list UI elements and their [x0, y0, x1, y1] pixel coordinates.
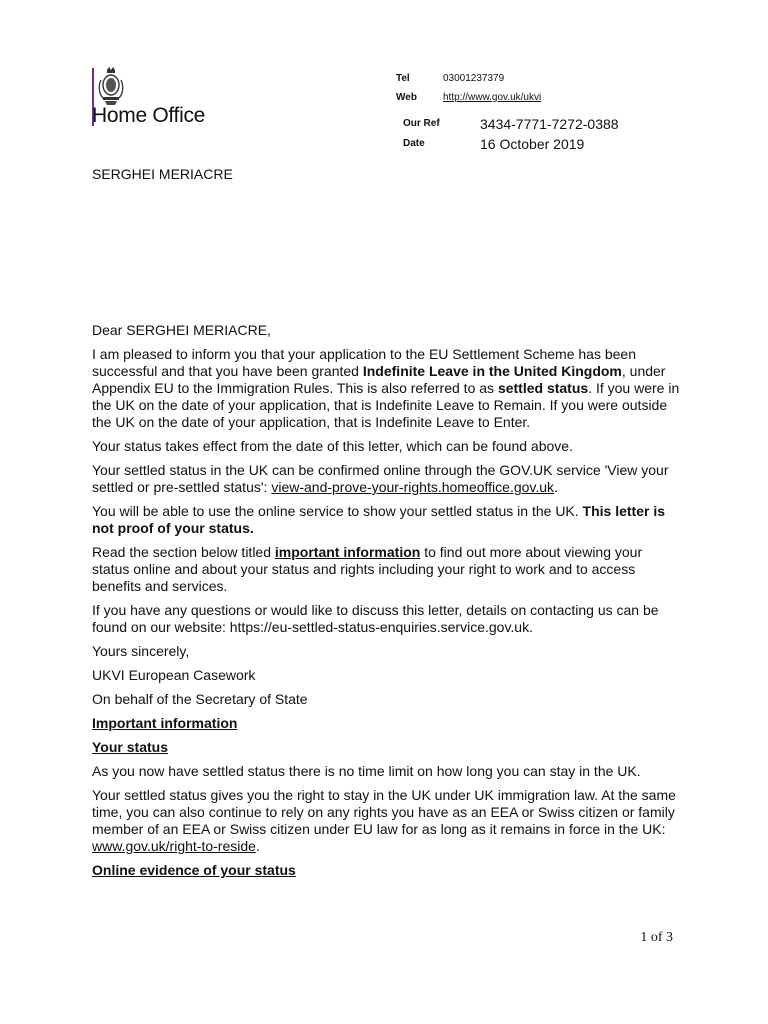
on-behalf: On behalf of the Secretary of State: [92, 691, 308, 707]
view-prove-rights-link[interactable]: view-and-prove-your-rights.homeoffice.gov.uk: [271, 479, 555, 495]
letter-body: [92, 322, 682, 886]
date-label: Date: [403, 138, 425, 149]
tel-label: Tel: [396, 73, 410, 84]
paragraph-questions: If you have any questions or would like to discuss this letter, details on contacting us can be found on our website: https://eu-settled-status-enquiries.service.gov.uk.: [92, 602, 659, 635]
ref-value: 3434-7771-7272-0388: [480, 116, 619, 132]
paragraph-read-section: Read the section below titled important information to find out more about viewing your status online and about your status and rights including your right to work and to access benefits and services.: [92, 544, 643, 594]
paragraph-view-status: Your settled status in the UK can be confirmed online through the GOV.UK service 'View your settled or pre-settled status': view-and-prove-your-rights.homeoffice.gov.uk.: [92, 462, 669, 495]
closing: Yours sincerely,: [92, 643, 190, 659]
home-office-logo: [92, 66, 232, 126]
royal-crest-icon: [98, 66, 124, 106]
paragraph-rights: Your settled status gives you the right to stay in the UK under UK immigration law. At the same time, you can also continue to rely on any rights you have as an EEA or Swiss citizen or family member of an EEA or Swiss citizen under EU law for as long as it remains in force in the UK: www.gov.uk/right-to-reside.: [92, 787, 676, 854]
right-to-reside-link[interactable]: www.gov.uk/right-to-reside: [92, 838, 256, 854]
addressee-name: SERGHEI MERIACRE: [92, 166, 233, 182]
paragraph-no-time-limit: As you now have settled status there is no time limit on how long you can stay in the UK.: [92, 763, 641, 779]
page-number: 1 of 3: [640, 930, 673, 945]
web-label: Web: [396, 92, 417, 103]
ref-label: Our Ref: [403, 118, 440, 129]
tel-value: 03001237379: [443, 73, 505, 84]
org-name: Home Office: [92, 104, 206, 127]
important-information-link[interactable]: important information: [274, 544, 421, 560]
paragraph-online-service: You will be able to use the online service to show your settled status in the UK. This letter is not proof of your status.: [92, 503, 666, 536]
paragraph-grant: I am pleased to inform you that your application to the EU Settlement Scheme has been successful and that you have been granted Indefinite Leave in the United Kingdom, under Appendix EU to the Immigration Rules. This is also referred to as settled status. If you were in the UK on the date of your application, that is Indefinite Leave to Remain. If you were outside the UK on the date of your application, that is Indefinite Leave to Enter.: [92, 346, 680, 430]
paragraph-effect-date: Your status takes effect from the date of this letter, which can be found above.: [92, 438, 573, 454]
online-evidence-heading: Online evidence of your status: [92, 862, 296, 878]
signatory: UKVI European Casework: [92, 667, 256, 683]
date-value: 16 October 2019: [480, 136, 585, 152]
web-link[interactable]: http://www.gov.uk/ukvi: [443, 92, 542, 103]
salutation: Dear SERGHEI MERIACRE,: [92, 322, 271, 338]
your-status-heading: Your status: [92, 739, 168, 755]
important-information-heading: Important information: [92, 715, 238, 731]
